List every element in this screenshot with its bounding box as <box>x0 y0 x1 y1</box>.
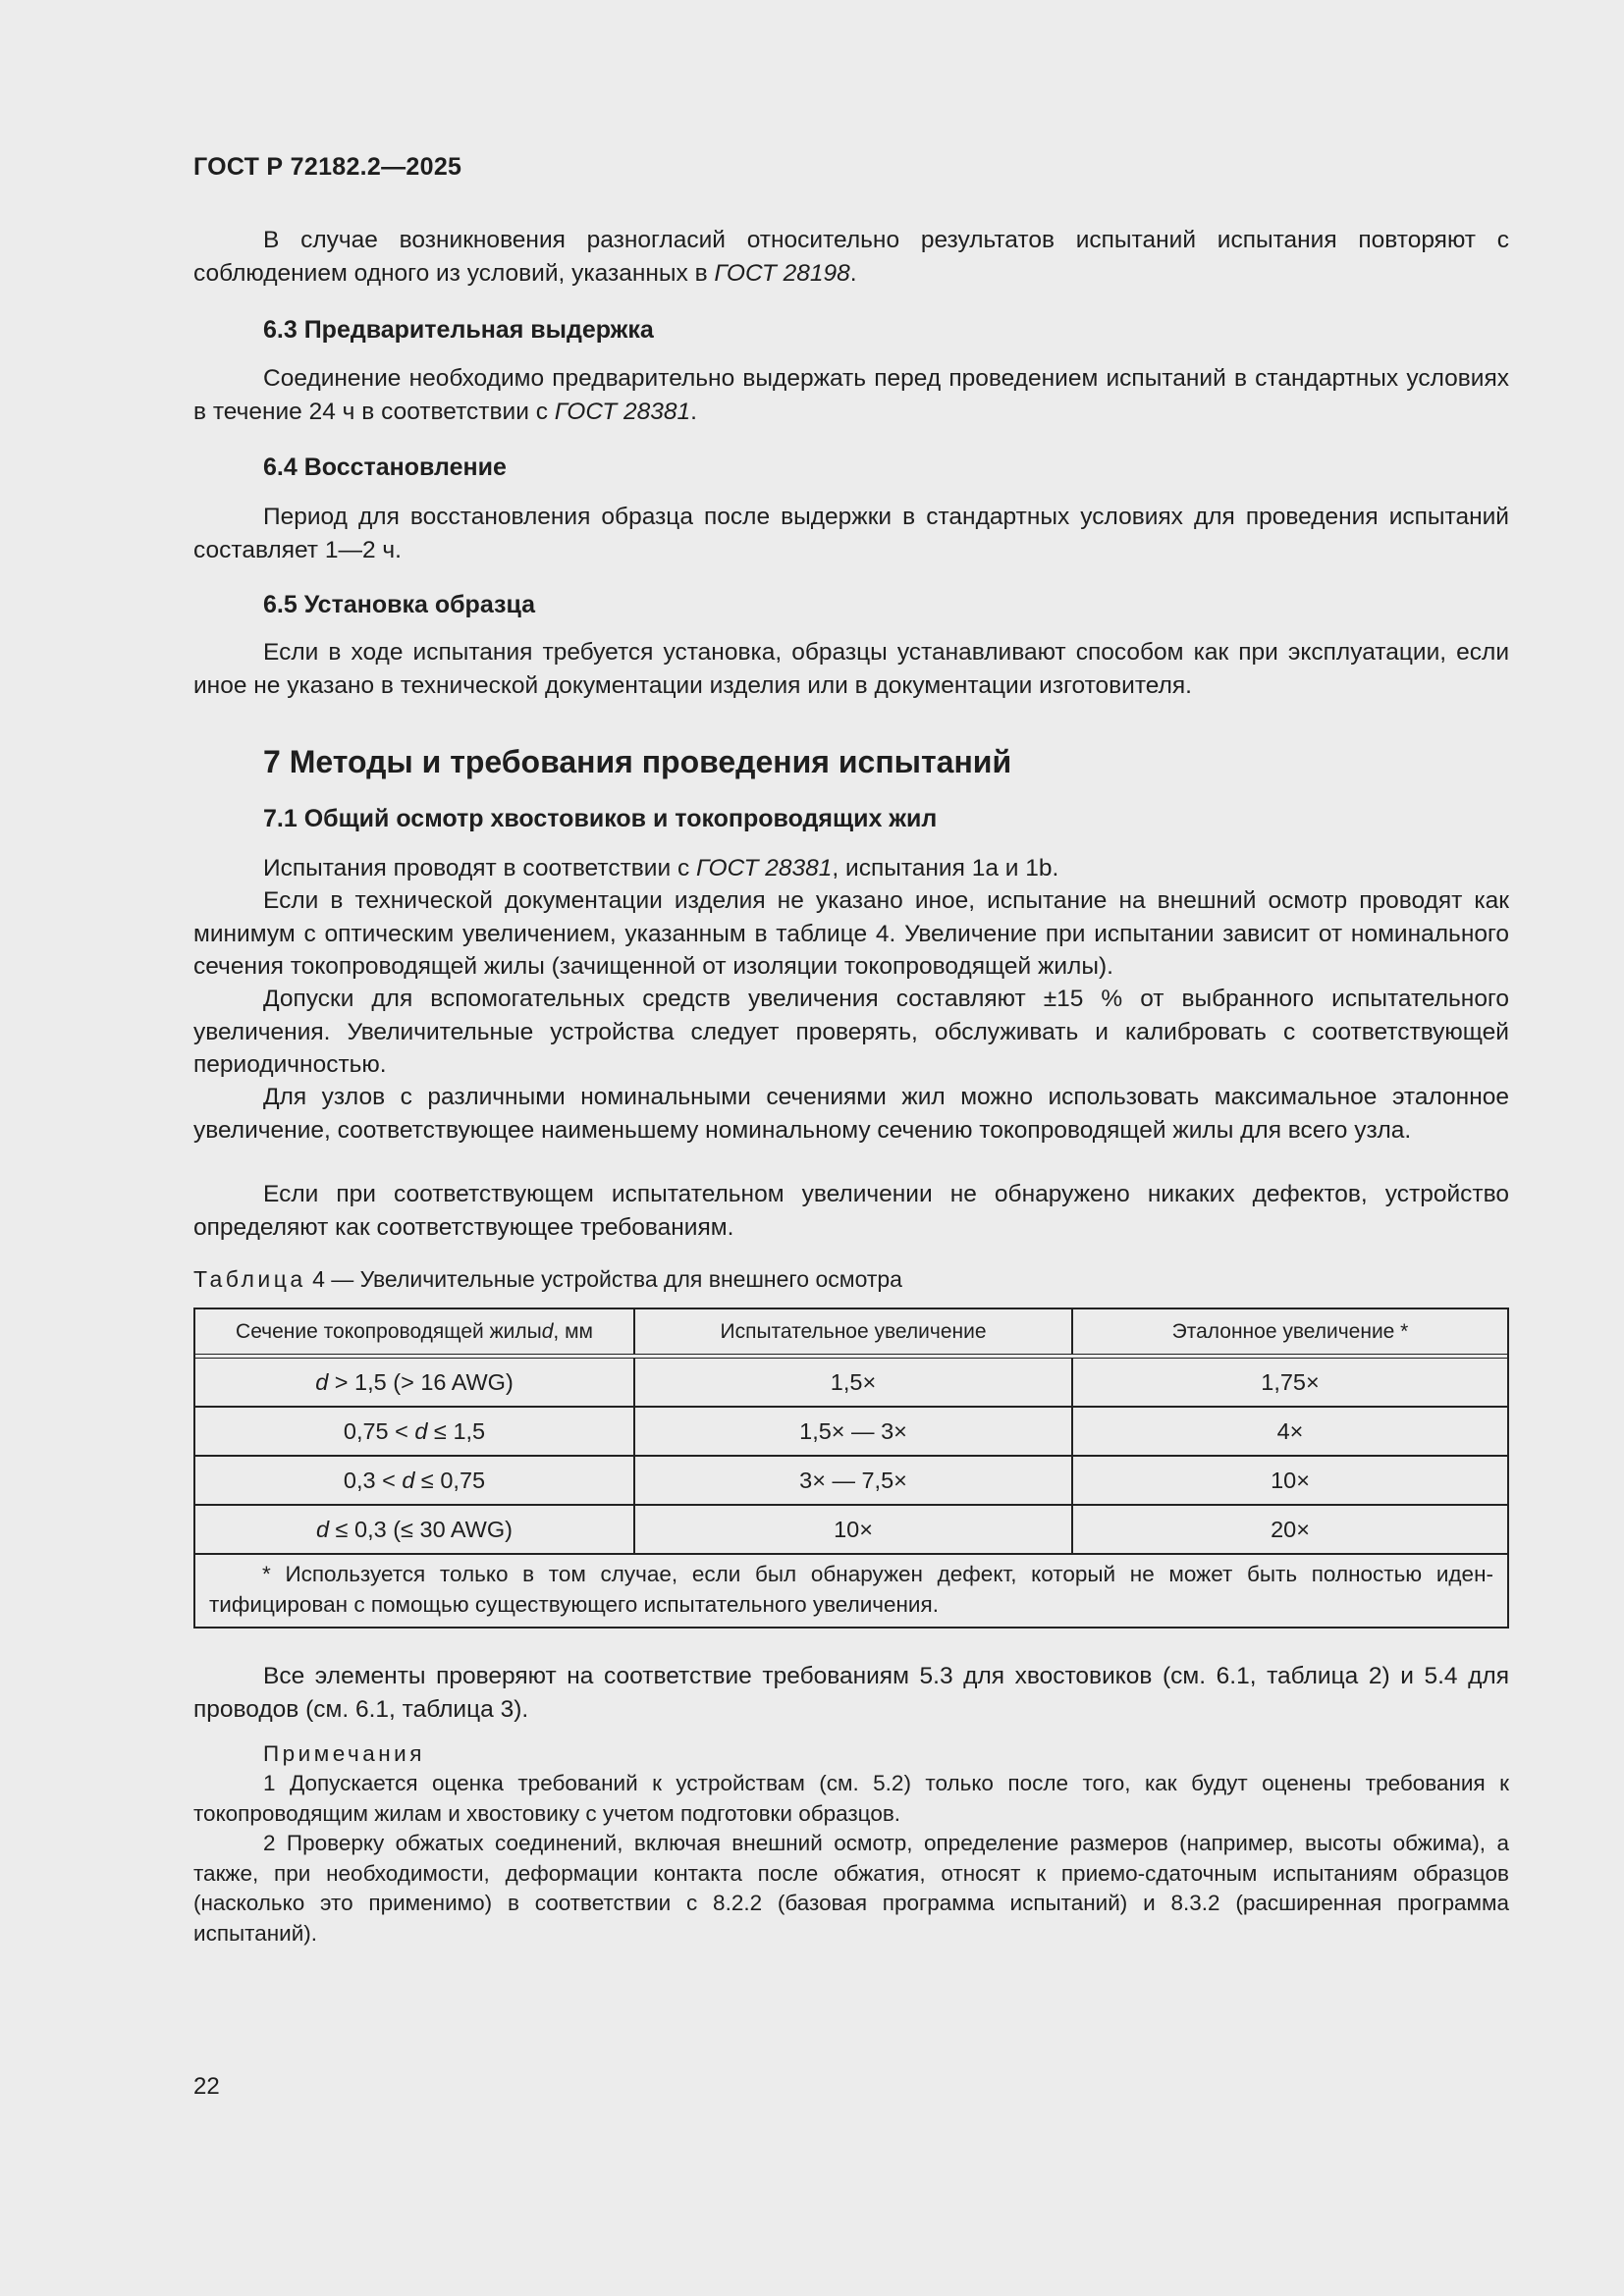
table-row <box>195 1506 1507 1553</box>
table-cell: 4× <box>1276 1417 1304 1444</box>
table-cell: 10× <box>635 1506 1073 1553</box>
table-cell: 1,75× <box>1261 1368 1320 1395</box>
notes-title: Примечания <box>263 1741 425 1766</box>
table-cell: 20× <box>1271 1516 1310 1542</box>
section-7-1-p2: Если в технической документации изделия не указано иное, испытание на внешний осмотр проводят как минимум с оптическим увеличением, указанным в таблице 4. Увеличение при испытании зависит от номинального сечения токопроводящей жилы (зачищенной от изоляции токопроводящей жилы). <box>193 887 1509 980</box>
table-header-cell: Испытательное увеличение <box>635 1309 1073 1354</box>
magnification-table <box>193 1308 1509 1629</box>
document-header: ГОСТ Р 72182.2—2025 <box>193 153 462 181</box>
section-7-1-p5: Если при соответствующем испытательном увеличении не обнаружено никаких дефектов, устройство определяют как соответствующее требованиям. <box>193 1181 1509 1241</box>
table-cell: 1,5× <box>635 1359 1073 1406</box>
note-1: 1 Допускается оценка требований к устройствам (см. 5.2) только после того, как будут оценены требования к токопроводящим жилам и хвостовику с учетом подготовки образцов. <box>193 1771 1509 1826</box>
note-2: 2 Проверку обжатых соединений, включая внешний осмотр, определение размеров (например, высоты обжима), а также, при необходимости, деформации контакта после обжатия, относят к приемо-сдаточным испытаниям образцов (насколько это применимо) в соответствии с 8.2.2 (базовая программа испытаний) и 8.3.2 (расширенная программа испытаний). <box>193 1831 1509 1946</box>
table-row <box>195 1457 1507 1504</box>
section-7-1-p3: Допуски для вспомогательных средств увеличения составляют ±15 % от выбранного испытательного увеличения. Увеличительные устройства следует проверять, обслуживать и калибровать с соответствующей периодичностью. <box>193 986 1509 1078</box>
section-6-3-heading: 6.3 Предварительная выдержка <box>263 316 654 344</box>
section-6-5-heading: 6.5 Установка образца <box>263 591 536 618</box>
section-7-1-p4: Для узлов с различными номинальными сечениями жил можно использовать максимальное эталонное увеличение, соответствующее наименьшему номинальному сечению токопроводящей жилы для всего узла. <box>193 1084 1509 1144</box>
section-7-1-heading: 7.1 Общий осмотр хвостовиков и токопроводящих жил <box>263 805 938 832</box>
table-cell: 10× <box>1271 1467 1310 1493</box>
section-7-heading: 7 Методы и требования проведения испытаний <box>263 744 1012 779</box>
table-header-row <box>195 1309 1507 1354</box>
table-cell: 0,3 < d ≤ 0,75 <box>195 1457 635 1504</box>
section-6-4-heading: 6.4 Восстановление <box>263 454 507 481</box>
table-header-cell: Сечение токопроводящей жилы d , мм <box>195 1309 635 1354</box>
paragraph-disagreement: В случае возникновения разногласий относительно результатов испытаний испытания повторяют с соблюдением одного из условий, указанных в ГОСТ 28198. <box>193 227 1509 287</box>
standard-reference: ГОСТ 28381 <box>554 398 691 425</box>
table-row <box>195 1408 1507 1455</box>
table-cell: d ≤ 0,3 (≤ 30 AWG) <box>195 1506 635 1553</box>
page-number: 22 <box>193 2073 220 2100</box>
table-header-cell: Эталонное увеличение * <box>1171 1319 1409 1343</box>
standard-reference: ГОСТ 28381 <box>696 855 833 881</box>
table-row <box>195 1359 1507 1406</box>
table-caption: Таблица 4 — Увеличительные устройства для внешнего осмотра <box>193 1266 902 1292</box>
paragraph-after-table: Все элементы проверяют на соответствие требованиям 5.3 для хвостовиков (см. 6.1, таблица 2) и 5.4 для проводов (см. 6.1, таблица 3). <box>193 1663 1509 1723</box>
table-footnote: * Используется только в том случае, если был обнаружен дефект, который не может быть полностью идентифицирован с помощью существующего испытательного увеличения. <box>209 1562 1493 1617</box>
table-cell: 3× — 7,5× <box>635 1457 1073 1504</box>
standard-reference: ГОСТ 28198 <box>714 259 850 287</box>
section-7-1-p1: Испытания проводят в соответствии с ГОСТ 28381, испытания 1а и 1b. <box>263 855 1059 881</box>
table-rule <box>195 1553 1507 1555</box>
table-cell: 1,5× — 3× <box>635 1408 1073 1455</box>
section-6-3-text: Соединение необходимо предварительно выдержать перед проведением испытаний в стандартных условиях в течение 24 ч в соответствии с ГОСТ 28381. <box>193 365 1509 425</box>
section-6-5-text: Если в ходе испытания требуется установка, образцы устанавливают способом как при эксплуатации, если иное не указано в технической документации изделия или в документации изготовителя. <box>193 639 1509 699</box>
section-6-4-text: Период для восстановления образца после выдержки в стандартных условиях для проведения испытаний составляет 1—2 ч. <box>193 504 1509 563</box>
table-cell: d > 1,5 (> 16 AWG) <box>195 1359 635 1406</box>
table-cell: 0,75 < d ≤ 1,5 <box>195 1408 635 1455</box>
